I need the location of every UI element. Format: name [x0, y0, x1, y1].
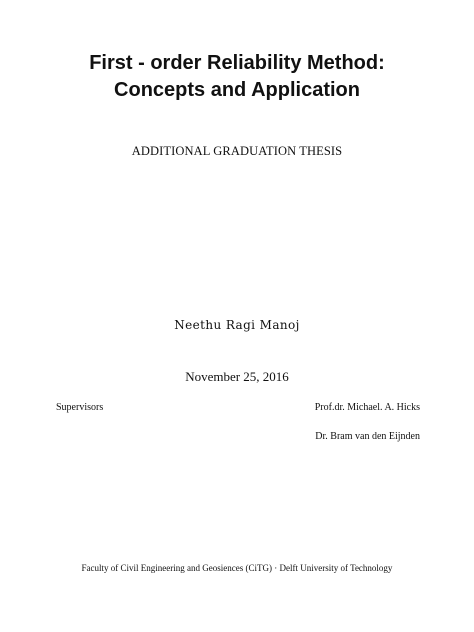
thesis-type: ADDITIONAL GRADUATION THESIS	[131, 144, 343, 158]
submission-date: November 25, 2016	[185, 369, 289, 384]
thesis-title-line-2: Concepts and Application	[114, 79, 360, 101]
author-name: Neethu Ragi Manoj	[174, 318, 300, 332]
faculty-footer: Faculty of Civil Engineering and Geosiences (CiTG) · Delft University of Technology	[81, 563, 393, 573]
supervisor-name: Dr. Bram van den Eijnden	[315, 431, 420, 442]
thesis-title-line-1: First - order Reliability Method:	[89, 52, 385, 74]
supervisor-name: Prof.dr. Michael. A. Hicks	[314, 402, 420, 413]
supervisor-list	[315, 402, 420, 460]
supervisors-label: Supervisors	[56, 402, 104, 413]
thesis-title	[0, 50, 474, 104]
